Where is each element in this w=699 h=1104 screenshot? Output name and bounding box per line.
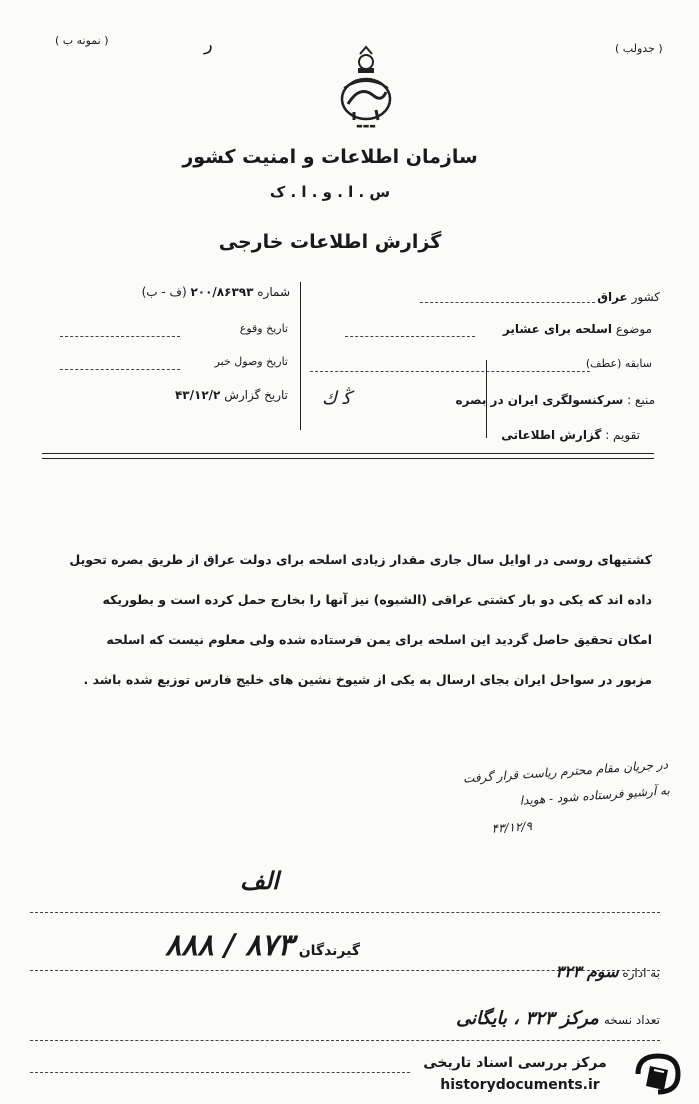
- source-divider: [486, 360, 487, 438]
- watermark-logo-icon: [630, 1050, 686, 1098]
- source-handwritten-mark: ﯕ ﻙ: [322, 388, 352, 409]
- date-report-field: [60, 388, 288, 402]
- watermark-url: historydocuments.ir: [440, 1077, 600, 1093]
- subject-field: [430, 322, 652, 336]
- organization-abbrev: س . ا . و . ا . ک: [269, 183, 391, 201]
- source-field: [395, 393, 655, 407]
- reference-label: سابقه (عطف): [585, 357, 652, 370]
- table-label: ( جدولب ): [615, 42, 663, 55]
- country-value: عراق: [597, 290, 628, 304]
- recipient-label: گیرندگان: [298, 943, 360, 959]
- header-separator-2: [42, 458, 654, 459]
- lion-and-sun-emblem: [330, 44, 402, 130]
- handwritten-note-3: ۴۳/۱۲/۹: [491, 819, 533, 836]
- date-occurrence-label: تاریخ وقوع: [239, 322, 288, 335]
- sample-label: ( نمونه ب ): [55, 34, 109, 47]
- country-label: کشور: [631, 290, 660, 304]
- date-report-value: ۴۳/۱۲/۲: [174, 388, 221, 402]
- body-line-1: کشتیهای روسی در اوایل سال جاری مقدار زیادی اسلحه برای دولت عراق از طریق بصره تحویل: [69, 552, 652, 567]
- evaluation-value: گزارش اطلاعاتی: [501, 428, 602, 442]
- body-line-4: مزبور در سواحل ایران بجای ارسال به یکی از شیوخ نشین های خلیج فارس توزیع شده باشد .: [83, 672, 652, 687]
- footer-dotted-line: [30, 912, 660, 913]
- recipient-value: ۸۷۳ / ۸۸۸: [165, 928, 294, 963]
- date-report-label: تاریخ گزارش: [224, 388, 288, 402]
- subject-value: اسلحه برای عشایر: [502, 322, 612, 336]
- evaluation-label: تقویم :: [605, 428, 640, 442]
- distribution-value: سوم ۳۲۳: [555, 962, 619, 981]
- date-occurrence-line: [60, 336, 180, 337]
- copies-label: تعداد نسخه: [603, 1013, 660, 1027]
- number-label: شماره: [257, 285, 290, 299]
- distribution-label: به اداره: [622, 966, 660, 980]
- reference-dotted-line: [310, 371, 590, 372]
- number-suffix: (ف - ب): [141, 285, 187, 299]
- country-dotted-line: [420, 302, 595, 303]
- number-value: ۲۰۰/۸۶۳۹۳: [190, 285, 254, 299]
- handwritten-alef: الف: [240, 866, 279, 895]
- report-title: گزارش اطلاعات خارجی: [218, 231, 442, 253]
- recipient-field: [110, 928, 360, 963]
- footer-dotted-line-3: [30, 1040, 660, 1041]
- column-divider: [300, 282, 301, 430]
- report-body: [60, 540, 652, 700]
- subject-dotted-line: [345, 336, 475, 337]
- footer-dotted-line-4: [30, 1072, 410, 1073]
- date-received-line: [60, 369, 180, 370]
- organization-title: سازمان اطلاعات و امنیت کشور: [182, 146, 478, 168]
- handwritten-notes: [418, 751, 673, 846]
- evaluation-field: [480, 428, 640, 442]
- distribution-field: [470, 962, 660, 981]
- header-separator: [42, 453, 654, 454]
- number-field: [50, 285, 290, 299]
- handwritten-note-1: در جریان مقام محترم ریاست قرار گرفت: [462, 757, 669, 786]
- source-label: منبع :: [627, 393, 655, 407]
- date-received-label: تاریخ وصول خبر: [214, 355, 288, 368]
- handwritten-note-2: به آرشیو فرستاده شود - هویدا: [519, 783, 671, 808]
- body-line-2: داده اند که یکی دو بار کشتی عراقی (الشبوه) نیز آنها را بخارج حمل کرده است و بطوریکه: [102, 592, 652, 607]
- copies-field: [180, 1008, 660, 1029]
- svg-text:▬▬▬: ▬▬▬: [356, 122, 376, 130]
- copies-value: مرکز ۳۲۳ ، بایگانی: [456, 1008, 599, 1029]
- source-value: سرکنسولگری ایران در بصره: [455, 393, 624, 407]
- watermark-title: مرکز بررسی اسناد تاریخی: [423, 1055, 607, 1071]
- stray-mark: ر: [204, 34, 213, 55]
- subject-label: موضوع: [615, 322, 652, 336]
- body-line-3: امکان تحقیق حاصل گردید این اسلحه برای یمن فرستاده شده ولی معلوم نیست که اسلحه: [106, 632, 652, 647]
